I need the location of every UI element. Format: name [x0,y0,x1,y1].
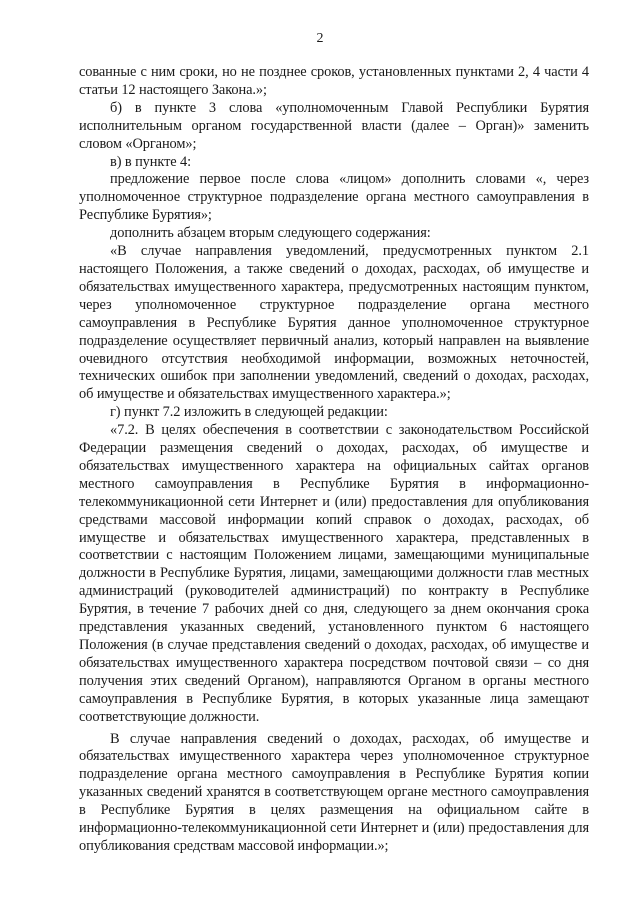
document-body [79,64,589,856]
paragraph-item-b: б) в пункте 3 слова «уполномоченным Главой Республики Бурятия исполнительным органом государственной власти (далее – Орган)» заменить словом «Органом»; [79,99,589,152]
paragraph-point-7-2-second: В случае направления сведений о доходах, расходах, об имуществе и обязательствах имущественного характера через уполномоченное структурное подразделение органа местного самоуправления в Республике Бурятия копии указанных сведений хранятся в соответствующем органе местного самоуправления в Республике Бурятия в целях размещения на официальном сайте в информационно-телекоммуникационной сети Интернет и (или) предоставления для опубликования средствам массовой информации.»; [79,730,589,854]
paragraph-item-g: г) пункт 7.2 изложить в следующей редакции: [110,404,388,421]
page-number: 2 [316,31,324,46]
paragraph-item-v: в) в пункте 4: [110,153,192,170]
paragraph-point-7-2: «7.2. В целях обеспечения в соответствии с законодательством Российской Федерации размещения сведений о доходах, расходах, об имуществе и обязательствах имущественного характера на официальных сайтах органов местного самоуправления в Республике Бурятия в информационно-телекоммуникационной сети Интернет и (или) предоставления для опубликования средствами массовой информации копий справок о доходах, расходах, об имуществе и обязательствах имущественного характера, представленных в соответствии с настоящим Положением лицами, замещающими муниципальные должности в Республике Бурятия, лицами, замещающими должности глав местных администраций (руководителей администраций) по контракту в Республике Бурятия, в течение 7 рабочих дней со дня, следующего за днем окончания срока представления указанных сведений, установленного пунктом 6 настоящего Положения (в случае представления сведений о доходах, расходах, об имуществе и обязательствах имущественного характера посредством почтовой связи – со дня получения этих сведений Органом), направляются Органом в органы местного самоуправления в Республике Бурятия, в которых указанные лица замещают соответствующие должности. [79,422,589,725]
paragraph-quoted-second-paragraph: «В случае направления уведомлений, предусмотренных пунктом 2.1 настоящего Положения, а также сведений о доходах, расходах, об имуществе и обязательствах имущественного характера, предусмотренных настоящим пунктом, через уполномоченное структурное подразделение органа местного самоуправления в Республике Бурятия данное уполномоченное структурное подразделение осуществляет первичный анализ, который направлен на выявление очевидного отсутствия необходимой информации, возможных неточностей, технических ошибок при заполнении уведомлений, сведений о доходах, расходах, об имуществе и обязательствах имущественного характера.»; [79,243,589,403]
paragraph-add-second-paragraph: дополнить абзацем вторым следующего содержания: [110,225,431,242]
paragraph-continuation: сованные с ним сроки, но не позднее сроков, установленных пунктами 2, 4 части 4 статьи 12 настоящего Закона.»; [79,64,589,98]
paragraph-first-sentence-amendment: предложение первое после слова «лицом» дополнить словами «, через уполномоченное структурное подразделение органа местного самоуправления в Республике Бурятия»; [79,171,589,224]
